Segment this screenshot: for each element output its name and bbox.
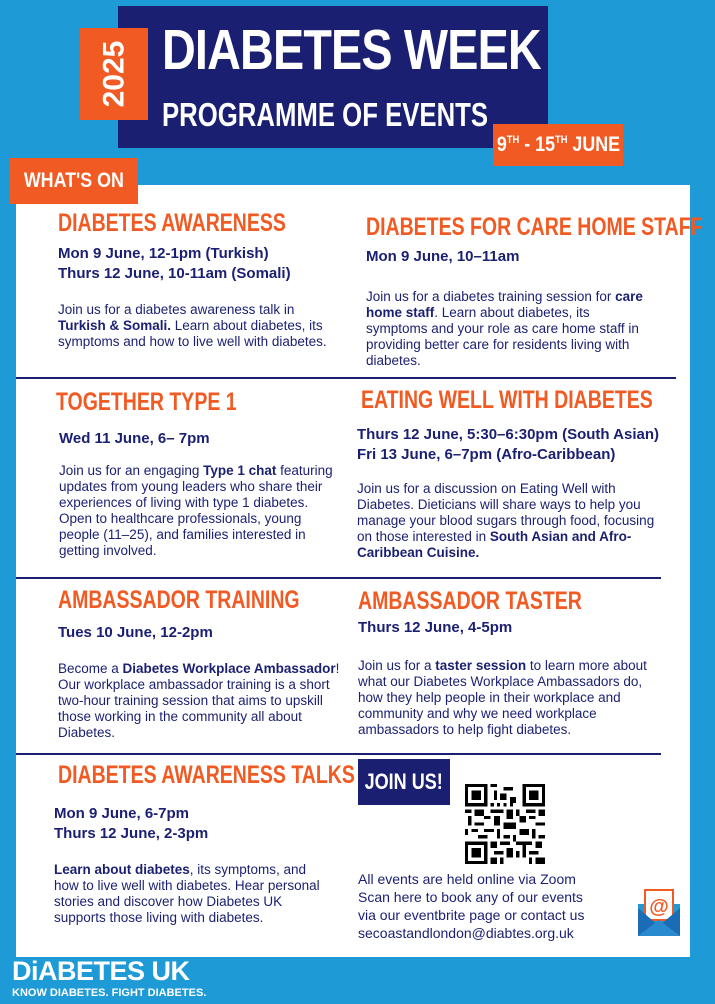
event-time: Mon 9 June, 10–11am <box>366 248 520 265</box>
whats-on-badge <box>10 158 138 204</box>
event-time: Mon 9 June, 6-7pm <box>54 805 190 822</box>
event-title: EATING WELL WITH DIABETES <box>361 386 653 414</box>
diabetes-uk-logo: DiABETES UK <box>12 956 190 986</box>
join-info-line: All events are held online via Zoom <box>358 871 576 887</box>
join-info-line: Scan here to book any of our events <box>358 889 583 905</box>
event-description: Learn about diabetes, its symptoms, and how to live well with diabetes. Hear personal stories and discover how Diabetes UK supports those living with diabetes. <box>54 862 320 925</box>
svg-text:@: @ <box>649 896 669 918</box>
event-title: DIABETES AWARENESS TALKS <box>58 761 355 789</box>
event-description: Join us for a diabetes awareness talk in Turkish & Somali. Learn about diabetes, its symptoms and how to live well with diabetes. <box>58 302 327 349</box>
section-divider <box>16 577 661 579</box>
whats-on-text: WHAT'S ON <box>23 169 125 192</box>
contact-email[interactable]: secoastandlondon@diabtes.org.uk <box>358 925 574 941</box>
join-us-text: JOIN US! <box>364 769 444 794</box>
event-title: TOGETHER TYPE 1 <box>56 388 237 416</box>
page-title: DIABETES WEEK <box>162 18 541 82</box>
year-text: 2025 <box>97 40 130 108</box>
event-description: Join us for a taster session to learn more about what our Diabetes Workplace Ambassadors do, how they help people in their workplace and community and why we need workplace ambassadors to help fight diabetes. <box>358 658 647 737</box>
event-diabetes-awareness <box>58 208 348 350</box>
event-title: DIABETES AWARENESS <box>58 209 286 237</box>
event-time: Tues 10 June, 12-2pm <box>58 624 213 641</box>
event-time: Thurs 12 June, 4-5pm <box>358 619 513 636</box>
event-description: Join us for an engaging Type 1 chat featuring updates from young leaders who share their experiences of living with type 1 diabetes. Open to healthcare professionals, young people (11–25), and families interested in getting involved. <box>59 463 333 558</box>
event-time: Mon 9 June, 12-1pm (Turkish) <box>58 245 269 262</box>
event-time: Wed 11 June, 6– 7pm <box>59 430 210 447</box>
event-time: Thurs 12 June, 2-3pm <box>54 825 209 842</box>
qr-code-icon[interactable] <box>465 784 545 864</box>
event-care-home-staff <box>366 212 703 369</box>
email-icon <box>636 886 682 938</box>
logo-tagline: KNOW DIABETES. FIGHT DIABETES. <box>12 987 207 999</box>
dates-badge <box>493 124 623 166</box>
section-divider <box>16 377 676 379</box>
event-time: Thurs 12 June, 5:30–6:30pm (South Asian) <box>357 426 660 443</box>
join-info <box>358 870 584 942</box>
event-time: Thurs 12 June, 10-11am (Somali) <box>58 265 291 282</box>
event-title: AMBASSADOR TASTER <box>358 587 582 615</box>
page-subtitle: PROGRAMME OF EVENTS <box>162 96 489 133</box>
event-description: Become a Diabetes Workplace Ambassador! Our workplace ambassador training is a short two-hour training session that aims to upskill those working in the community all about Diabetes. <box>58 661 340 740</box>
dates-text: 9TH - 15TH JUNE <box>496 133 620 156</box>
event-together-type-1 <box>56 387 356 559</box>
event-title: AMBASSADOR TRAINING <box>58 586 300 614</box>
event-ambassador-taster <box>358 586 668 738</box>
section-divider <box>16 753 661 755</box>
event-title: DIABETES FOR CARE HOME STAFF <box>366 213 703 241</box>
event-description: Join us for a discussion on Eating Well with Diabetes. Dieticians will share ways to help you manage your blood sugars through food, focusing on those interested in South Asian and Afro-Caribbean Cuisine. <box>357 481 655 560</box>
event-eating-well <box>357 385 681 561</box>
join-us-badge <box>358 759 450 805</box>
event-description: Join us for a diabetes training session for care home staff. Learn about diabetes, its symptoms and your role as care home staff in providing better care for residents living with diabetes. <box>366 289 643 368</box>
event-time: Fri 13 June, 6–7pm (Afro-Caribbean) <box>357 446 616 463</box>
event-ambassador-training <box>58 585 358 741</box>
year-badge <box>80 28 148 120</box>
event-awareness-talks <box>54 760 358 926</box>
join-info-line: via our eventbrite page or contact us <box>358 907 585 923</box>
